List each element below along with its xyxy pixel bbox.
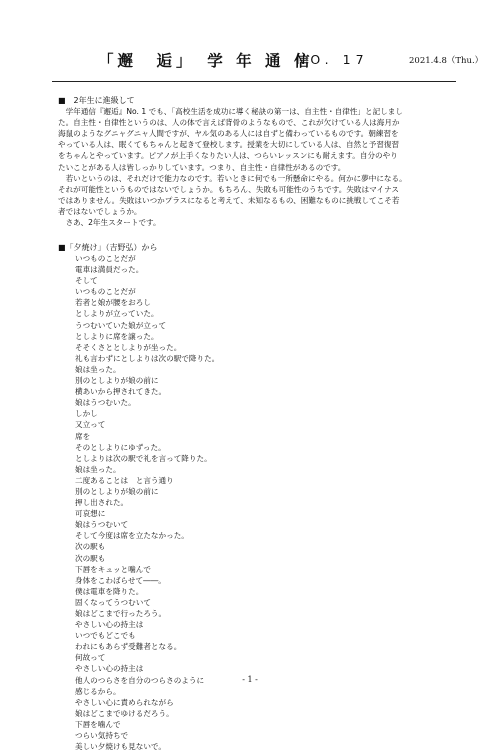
- poem-line: 下唇をキュッと噛んで: [75, 564, 151, 574]
- section-poem: [58, 242, 458, 253]
- poem-line: やさしい心の持主は: [75, 664, 144, 674]
- poem-line: 娘は坐った。: [75, 464, 121, 474]
- poem-line: 電車は満員だった。: [75, 265, 144, 275]
- poem-line: 二度あることは と言う通り: [75, 475, 174, 485]
- paragraph-line: それが可能性というものではないでしょうか。もちろん、失敗も可能性のうちです。失敗はマイナス: [58, 184, 400, 194]
- poem-line: そして: [75, 276, 98, 286]
- poem-line: そそくさととしよりが坐った。: [75, 342, 182, 352]
- poem-line: 礼も言わずにとしよりは次の駅で降りた。: [75, 353, 220, 363]
- poem-line: いつものことだが: [75, 287, 136, 297]
- poem-line: 下唇を噛んで: [75, 719, 121, 729]
- poem-line: いつでもどこでも: [75, 631, 136, 641]
- page-number: - 1 -: [242, 675, 258, 684]
- paragraph-line: たいことがある人は皆しっかりしています。つまり、自主性・自律性があるのです。: [58, 162, 346, 172]
- section-heading: ■「夕焼け」（吉野弘）から: [58, 243, 158, 252]
- paragraph-line: 海鼠のようなグニャグニャ人間ですが、ヤル気のある人には自ずと備わっているものです。朝練習を: [58, 129, 399, 139]
- poem-line: 娘はどこまで行ったろう。: [75, 609, 167, 618]
- poem-line: 又立って: [75, 420, 106, 430]
- poem-line: 感じるから。: [75, 686, 121, 696]
- poem-line: やさしい心に責められながら: [75, 697, 174, 707]
- paragraph-line: さあ、2年生スタートです。: [58, 218, 161, 228]
- poem-line: 娘はうつむいて: [75, 520, 129, 530]
- poem-line: 別のとしよりが娘の前に: [75, 486, 159, 496]
- poem-line: としよりが立っていた。: [75, 309, 159, 319]
- poem-line: 可哀想に: [75, 509, 106, 519]
- paragraph-line: をちゃんとやっています。ピアノが上手くなりたい人は、つらいレッスンにも耐えます。自分のやり: [58, 151, 398, 161]
- section-heading: ■ 2年生に進級して: [58, 96, 135, 105]
- poem-line: 美しい夕焼けも見ないで。: [75, 742, 166, 752]
- poem-line: やさしい心の持主は: [75, 620, 144, 630]
- header: [0, 49, 500, 73]
- poem-line: 若者と娘が腰をおろし: [75, 298, 151, 308]
- poem-line: うつむいていた娘が立って: [75, 320, 167, 330]
- poem-line: つらい気持ちで: [75, 731, 129, 741]
- paragraph-line: た。自主性・自律性というのは、人の体で言えば背骨のようなもので、これが欠けている人は海月か: [58, 118, 400, 128]
- poem-line: 押し出された。: [75, 498, 129, 508]
- poem-line: としよりは次の駅で礼を言って降りた。: [75, 453, 212, 463]
- paragraph-line: 若いというのは、それだけで能力なのです。若いときに何でも一所懸命にやる。何かに夢中になる。: [58, 173, 407, 183]
- poem-line: そのとしよりにゆずった。: [75, 442, 166, 452]
- poem-line: 別のとしよりが娘の前に: [75, 376, 159, 386]
- poem-line: 娘は坐った。: [75, 364, 121, 374]
- poem-line: 身体をこわばらせて――。: [75, 575, 166, 585]
- poem-line: 次の駅も: [75, 542, 106, 552]
- poem-line: 固くなってうつむいて: [75, 597, 151, 607]
- poem-line: われにもあらず受難者となる。: [75, 642, 182, 652]
- newsletter-title: 「邂 逅」 学 年 通 信: [98, 51, 314, 70]
- paragraph-line: 学年通信『邂逅』No. 1 でも、「高校生活を成功に導く秘訣の第一は、自主性・自律性」と記しまし: [58, 107, 403, 117]
- poem-line: 娘はどこまでゆけるだろう。: [75, 708, 174, 718]
- poem-line: 何故って: [75, 653, 106, 663]
- paragraph-line: やっている人は、眠くてもちゃんと起きて登校します。授業を大切にしている人は、自然と予習復習: [58, 140, 400, 150]
- poem-line: 席を: [75, 431, 91, 441]
- header-rule: [52, 81, 456, 82]
- section-promotion: [58, 95, 458, 228]
- section-body: [58, 106, 458, 228]
- poem-line: いつものことだが: [75, 254, 136, 263]
- poem-line: 娘はうつむいた。: [75, 398, 136, 408]
- paragraph-line: ではありません。失敗はいつかプラスになると考えて、未知なるもの、困難なものに挑戦してこそ若: [58, 195, 400, 205]
- paragraph-line: 者ではないでしょうか。: [58, 206, 142, 216]
- poem-line: 横あいから押されてきた。: [75, 387, 167, 397]
- poem-line: しかし: [75, 409, 98, 419]
- poem-line: 他人のつらさを自分のつらさのように: [75, 675, 205, 685]
- poem-line: としよりに席を譲った。: [75, 331, 159, 341]
- issue-date: 2021.4.8（Thu.）: [409, 56, 484, 66]
- poem-line: そして今度は席を立たなかった。: [75, 531, 189, 541]
- poem-line: 僕は電車を降りた。: [75, 586, 144, 596]
- issue-number: NO. 17: [296, 52, 369, 67]
- poem-line: 次の駅も: [75, 553, 106, 563]
